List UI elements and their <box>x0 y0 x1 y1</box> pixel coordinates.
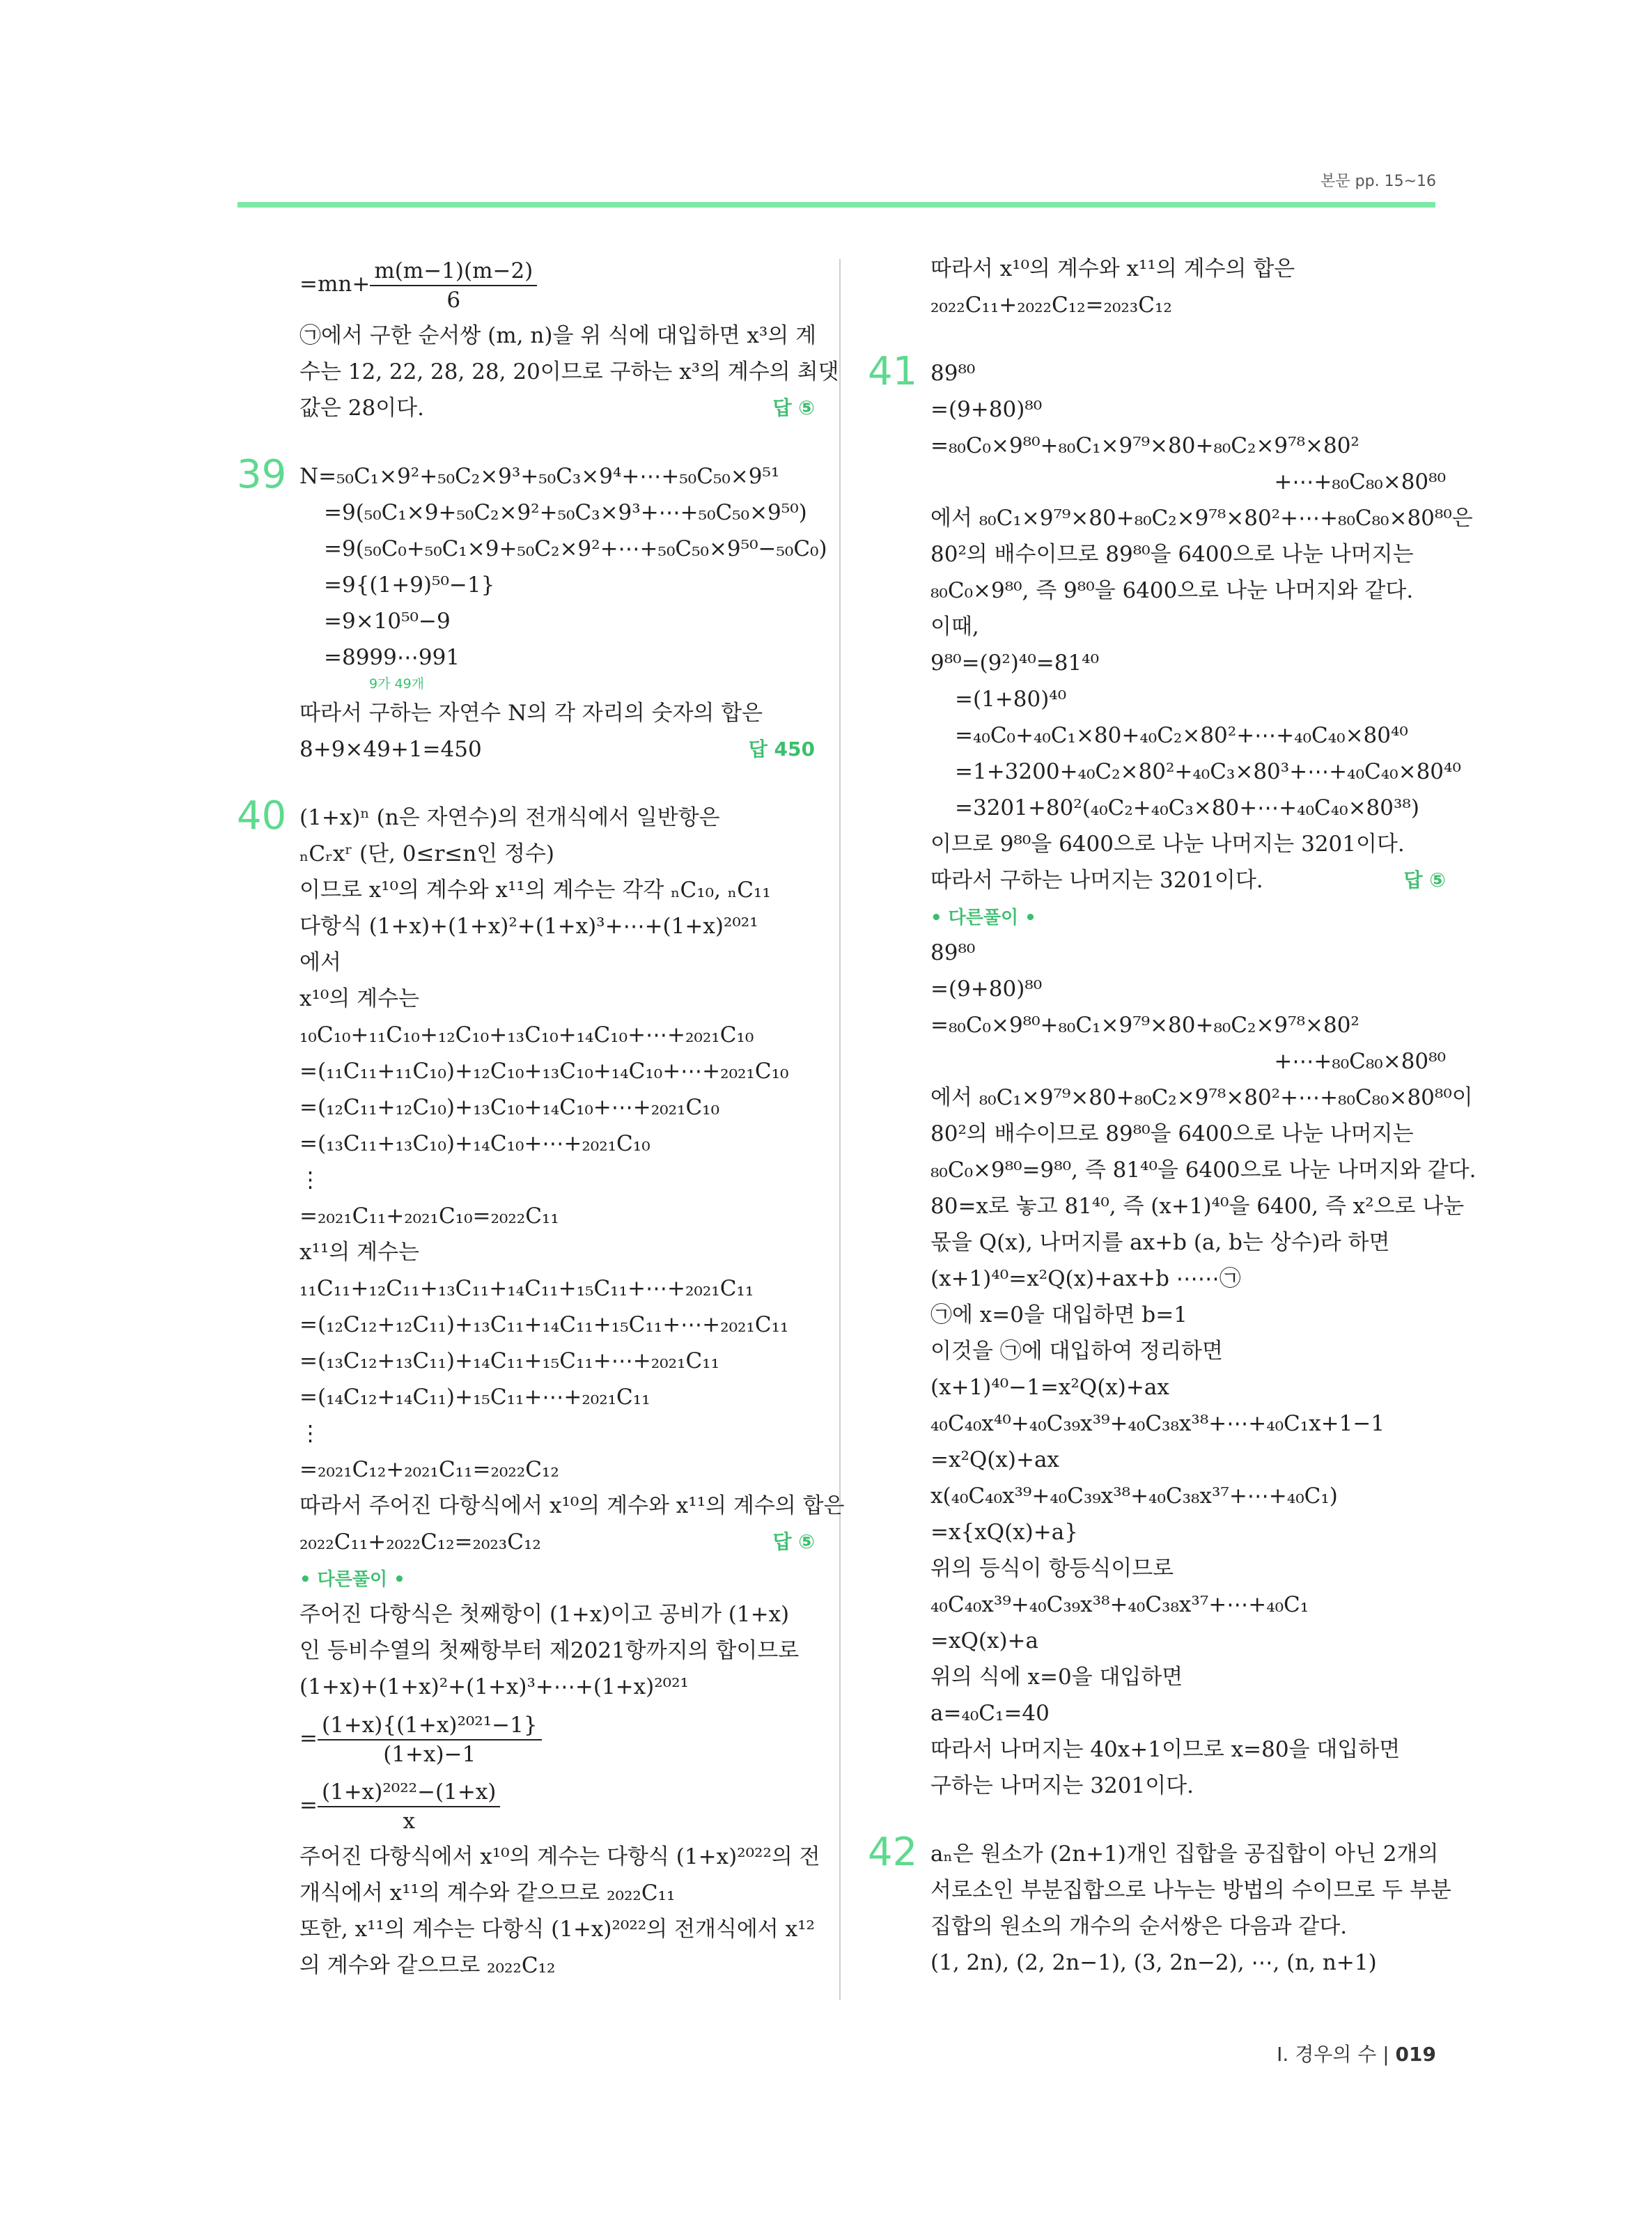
math-line: =(9+80)⁸⁰ <box>930 976 1043 1002</box>
math-line: ₂₀₂₂C₁₁+₂₀₂₂C₁₂=₂₀₂₃C₁₂ <box>930 293 1172 318</box>
problem-40: 40 (1+x)ⁿ (n은 자연수)의 전개식에서 일반항은 <box>237 793 720 839</box>
math-line: +⋯+₈₀C₈₀×80⁸⁰ <box>1274 1049 1446 1074</box>
text-line: 주어진 다항식에서 x¹⁰의 계수는 다항식 (1+x)²⁰²²의 전 <box>299 1844 820 1869</box>
text-line: 따라서 x¹⁰의 계수와 x¹¹의 계수의 합은 <box>930 256 1295 281</box>
text-line: 이므로 x¹⁰의 계수와 x¹¹의 계수는 각각 ₙC₁₀, ₙC₁₁ <box>299 878 771 903</box>
problem-number: 41 <box>868 349 918 394</box>
text-line: 8+9×49+1=450 답 450 <box>237 731 815 768</box>
digit-count-note: 9가 49개 <box>369 676 425 692</box>
math-line: =9(₅₀C₀+₅₀C₁×9+₅₀C₂×9²+⋯+₅₀C₅₀×9⁵⁰−₅₀C₀) <box>324 536 827 561</box>
math-line: =₄₀C₀+₄₀C₁×80+₄₀C₂×80²+⋯+₄₀C₄₀×80⁴⁰ <box>955 723 1408 748</box>
formula-line: =mn+ $\frac{m(m-1)(m-2)}{6}$ <box>237 251 815 318</box>
math-line: =(9+80)⁸⁰ <box>930 397 1043 422</box>
text-line: 따라서 구하는 자연수 N의 각 자리의 숫자의 합은 <box>299 701 763 726</box>
math-line: =(₁₄C₁₂+₁₄C₁₁)+₁₅C₁₁+⋯+₂₀₂₁C₁₁ <box>299 1385 650 1410</box>
text-line: ₂₀₂₂C₁₁+₂₀₂₂C₁₂=₂₀₂₃C₁₂ 답 ⑤ <box>237 1524 815 1560</box>
math-line: x(₄₀C₄₀x³⁹+₄₀C₃₉x³⁸+₄₀C₃₈x³⁷+⋯+₄₀C₁) <box>930 1483 1338 1509</box>
alt-solution-label: • 다른풀이 • <box>930 908 1036 928</box>
text-line: 수는 12, 22, 28, 28, 20이므로 구하는 x³의 계수의 최댓 <box>299 359 839 384</box>
text-line: 따라서 주어진 다항식에서 x¹⁰의 계수와 x¹¹의 계수의 합은 <box>299 1493 845 1518</box>
text-line: x¹⁰의 계수는 <box>299 986 419 1011</box>
answer-badge: 답 ⑤ <box>772 396 815 419</box>
problem-41: 41 89⁸⁰ <box>868 349 976 394</box>
text-line: 다항식 (1+x)+(1+x)²+(1+x)³+⋯+(1+x)²⁰²¹ <box>299 914 758 939</box>
answer-badge: 답 ⑤ <box>772 1530 815 1553</box>
footer-separator: | <box>1382 2043 1389 2066</box>
text-line: 위의 식에 x=0을 대입하면 <box>930 1665 1183 1690</box>
text-line: ㉠에서 구한 순서쌍 (m, n)을 위 식에 대입하면 x³의 계 <box>299 323 817 348</box>
text-line: 따라서 나머지는 40x+1이므로 x=80을 대입하면 <box>930 1737 1401 1762</box>
math-line: =x{xQ(x)+a} <box>930 1520 1078 1545</box>
text-line: 에서 ₈₀C₁×9⁷⁹×80+₈₀C₂×9⁷⁸×80²+⋯+₈₀C₈₀×80⁸⁰은 <box>930 506 1473 531</box>
text-line: 서로소인 부분집합으로 나누는 방법의 수이므로 두 부분 <box>930 1878 1451 1903</box>
text-line: 집합의 원소의 개수의 순서쌍은 다음과 같다. <box>930 1914 1348 1939</box>
math-line: =(₁₃C₁₁+₁₃C₁₀)+₁₄C₁₀+⋯+₂₀₂₁C₁₀ <box>299 1131 650 1156</box>
text-line: x¹¹의 계수는 <box>299 1240 419 1265</box>
text-line: ㉠에 x=0을 대입하면 b=1 <box>930 1302 1187 1327</box>
math-line: (x+1)⁴⁰−1=x²Q(x)+ax <box>930 1375 1169 1400</box>
problem-42: 42 aₙ은 원소가 (2n+1)개인 집합을 공집합이 아닌 2개의 <box>868 1830 1439 1875</box>
text-line: 값은 28이다. 답 ⑤ <box>237 390 815 426</box>
formula-line: = $\frac{\text{(1+x)\{(1+x)²⁰²¹−1\}}}{(1+x)-1}$ <box>237 1705 815 1772</box>
math-line: =8999⋯991 <box>324 645 460 670</box>
problem-number: 42 <box>868 1830 918 1875</box>
text-line: 이때, <box>930 614 979 639</box>
text-line: 또한, x¹¹의 계수는 다항식 (1+x)²⁰²²의 전개식에서 x¹² <box>299 1917 815 1942</box>
math-line: a=₄₀C₁=40 <box>930 1701 1050 1726</box>
text-line: 의 계수와 같으므로 ₂₀₂₂C₁₂ <box>299 1953 556 1978</box>
math-line: ⋮ <box>299 1421 321 1446</box>
chapter-label: Ⅰ. 경우의 수 <box>1277 2043 1377 2066</box>
text-line: 위의 등식이 항등식이므로 <box>930 1556 1174 1581</box>
math-line: =3201+80²(₄₀C₂+₄₀C₃×80+⋯+₄₀C₄₀×80³⁸) <box>955 795 1419 820</box>
math-line: ₁₁C₁₁+₁₂C₁₁+₁₃C₁₁+₁₄C₁₁+₁₅C₁₁+⋯+₂₀₂₁C₁₁ <box>299 1276 754 1301</box>
problem-number: 40 <box>237 793 287 839</box>
math-line: =9×10⁵⁰−9 <box>324 609 451 634</box>
math-line: ₄₀C₄₀x³⁹+₄₀C₃₉x³⁸+₄₀C₃₈x³⁷+⋯+₄₀C₁ <box>930 1592 1309 1617</box>
left-column <box>237 251 845 1984</box>
fraction: $\frac{m(m-1)(m-2)}{6}$ <box>370 257 537 314</box>
math-line: (1+x)+(1+x)²+(1+x)³+⋯+(1+x)²⁰²¹ <box>299 1674 689 1699</box>
problem-number: 39 <box>237 452 287 497</box>
math-line: ₁₀C₁₀+₁₁C₁₀+₁₂C₁₀+₁₃C₁₀+₁₄C₁₀+⋯+₂₀₂₁C₁₀ <box>299 1022 754 1048</box>
math-line: 89⁸⁰ <box>930 940 976 965</box>
fraction: $\frac{\text{(1+x)\{(1+x)²⁰²¹−1\}}}{(1+x)-1}$ <box>318 1711 542 1768</box>
math-line: =₈₀C₀×9⁸⁰+₈₀C₁×9⁷⁹×80+₈₀C₂×9⁷⁸×80² <box>930 1013 1359 1038</box>
page-footer <box>1277 2039 1436 2067</box>
page-number: 019 <box>1395 2043 1436 2066</box>
alt-solution-label: • 다른풀이 • <box>299 1569 405 1590</box>
math-line: ⋮ <box>299 1167 321 1192</box>
math-line: =1+3200+₄₀C₂×80²+₄₀C₃×80³+⋯+₄₀C₄₀×80⁴⁰ <box>955 759 1461 784</box>
text-line: 에서 ₈₀C₁×9⁷⁹×80+₈₀C₂×9⁷⁸×80²+⋯+₈₀C₈₀×80⁸⁰이 <box>930 1085 1473 1110</box>
right-column <box>868 251 1476 1981</box>
math-line: (x+1)⁴⁰=x²Q(x)+ax+b ⋯⋯㉠ <box>930 1266 1241 1291</box>
math-line: =(₁₂C₁₂+₁₂C₁₁)+₁₃C₁₁+₁₄C₁₁+₁₅C₁₁+⋯+₂₀₂₁C₁₁ <box>299 1312 789 1337</box>
problem-39: 39 N=₅₀C₁×9²+₅₀C₂×9³+₅₀C₃×9⁴+⋯+₅₀C₅₀×9⁵¹ <box>237 452 780 497</box>
text-line: 이것을 ㉠에 대입하여 정리하면 <box>930 1339 1223 1364</box>
math-line: +⋯+₈₀C₈₀×80⁸⁰ <box>1274 469 1446 494</box>
text-line: 따라서 구하는 나머지는 3201이다. 답 ⑤ <box>868 862 1446 898</box>
math-line: =xQ(x)+a <box>930 1628 1038 1653</box>
text-line: ₙCᵣxʳ (단, 0≤r≤n인 정수) <box>299 841 554 866</box>
formula-line: = $\frac{\text{(1+x)²⁰²²−(1+x)}}{x}$ <box>237 1772 815 1839</box>
text-line: 80²의 배수이므로 89⁸⁰을 6400으로 나눈 나머지는 <box>930 542 1414 567</box>
math-line: =(₁₃C₁₂+₁₃C₁₁)+₁₄C₁₁+₁₅C₁₁+⋯+₂₀₂₁C₁₁ <box>299 1348 720 1373</box>
column-divider <box>839 259 841 2000</box>
text-line: 몫을 Q(x), 나머지를 ax+b (a, b는 상수)라 하면 <box>930 1230 1390 1255</box>
answer-badge: 답 ⑤ <box>1403 869 1446 891</box>
fraction: $\frac{\text{(1+x)²⁰²²−(1+x)}}{x}$ <box>318 1778 500 1835</box>
text-line: 구하는 나머지는 3201이다. <box>930 1773 1194 1798</box>
text-line: 80²의 배수이므로 89⁸⁰을 6400으로 나눈 나머지는 <box>930 1121 1414 1146</box>
page-header: 본문 pp. 15~16 <box>1320 173 1436 190</box>
text-line: ₈₀C₀×9⁸⁰, 즉 9⁸⁰을 6400으로 나눈 나머지와 같다. <box>930 578 1414 603</box>
math-line: 9⁸⁰=(9²)⁴⁰=81⁴⁰ <box>930 651 1100 676</box>
text-line: 80=x로 놓고 81⁴⁰, 즉 (x+1)⁴⁰을 6400, 즉 x²으로 나눈 <box>930 1194 1465 1219</box>
math-line: =x²Q(x)+ax <box>930 1447 1059 1472</box>
header-rule <box>237 202 1435 208</box>
text-line: 개식에서 x¹¹의 계수와 같으므로 ₂₀₂₂C₁₁ <box>299 1880 676 1906</box>
text-line: 인 등비수열의 첫째항부터 제2021항까지의 합이므로 <box>299 1638 800 1663</box>
text-line: 이므로 9⁸⁰을 6400으로 나눈 나머지는 3201이다. <box>930 832 1405 857</box>
text-line: 주어진 다항식은 첫째항이 (1+x)이고 공비가 (1+x) <box>299 1602 790 1627</box>
math-line: =9(₅₀C₁×9+₅₀C₂×9²+₅₀C₃×9³+⋯+₅₀C₅₀×9⁵⁰) <box>324 500 807 525</box>
math-line: =₈₀C₀×9⁸⁰+₈₀C₁×9⁷⁹×80+₈₀C₂×9⁷⁸×80² <box>930 433 1359 458</box>
text-line: ₈₀C₀×9⁸⁰=9⁸⁰, 즉 81⁴⁰을 6400으로 나눈 나머지와 같다. <box>930 1158 1476 1183</box>
text-line: 에서 <box>299 950 341 975</box>
math-line: =₂₀₂₁C₁₂+₂₀₂₁C₁₁=₂₀₂₂C₁₂ <box>299 1457 559 1482</box>
math-line: =₂₀₂₁C₁₁+₂₀₂₁C₁₀=₂₀₂₂C₁₁ <box>299 1204 559 1229</box>
math-line: =(1+80)⁴⁰ <box>955 687 1067 712</box>
answer-badge: 답 450 <box>748 738 815 761</box>
math-line: =(₁₂C₁₁+₁₂C₁₀)+₁₃C₁₀+₁₄C₁₀+⋯+₂₀₂₁C₁₀ <box>299 1095 720 1120</box>
math-line: =(₁₁C₁₁+₁₁C₁₀)+₁₂C₁₀+₁₃C₁₀+₁₄C₁₀+⋯+₂₀₂₁C₁₀ <box>299 1059 789 1084</box>
math-line: =9{(1+9)⁵⁰−1} <box>324 573 495 598</box>
math-line: ₄₀C₄₀x⁴⁰+₄₀C₃₉x³⁹+₄₀C₃₈x³⁸+⋯+₄₀C₁x+1−1 <box>930 1411 1385 1436</box>
math-line: (1, 2n), (2, 2n−1), (3, 2n−2), ⋯, (n, n+1) <box>930 1950 1377 1975</box>
